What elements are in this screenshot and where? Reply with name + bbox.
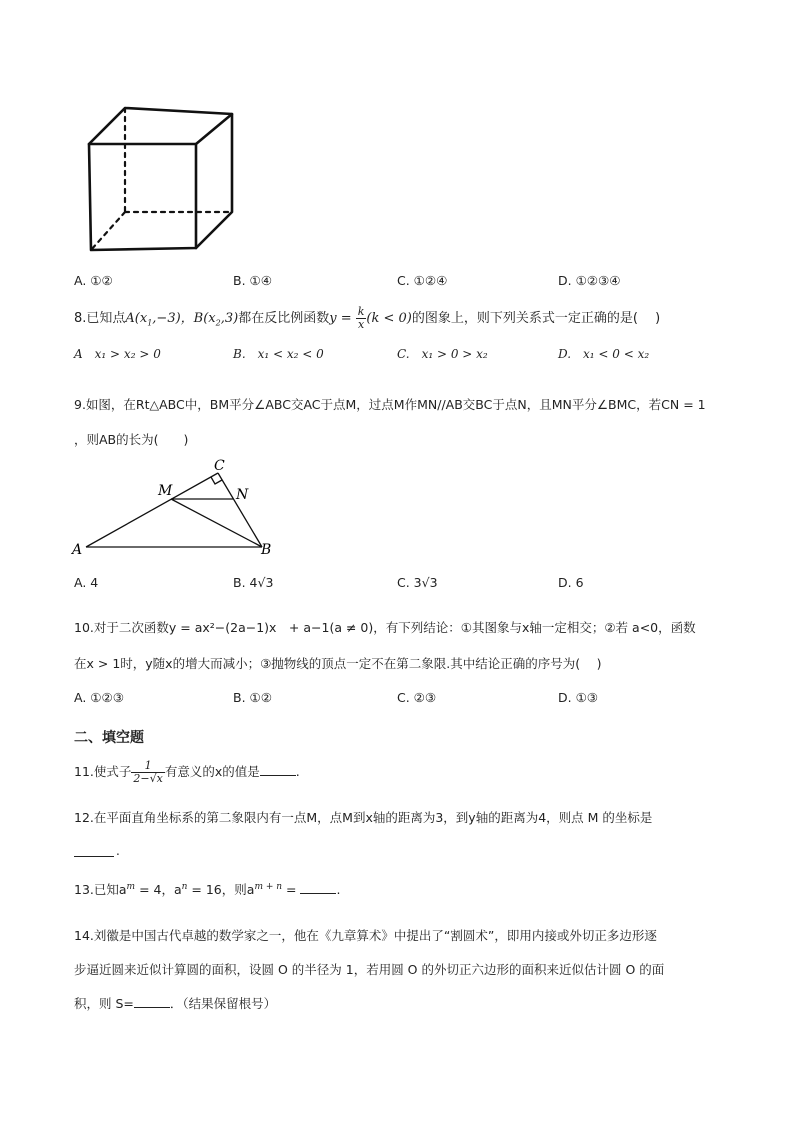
q13-mid2: = 16，则a (187, 882, 255, 897)
q8-func-cond: (k < 0) (366, 311, 412, 326)
q14-answer-blank[interactable] (134, 995, 170, 1008)
q9-line-1: 9.如图，在Rt△ABC中，BM平分∠ABC交AC于点M，过点M作MN//AB交BC于点N，且MN平分∠BMC，若CN = 1 (74, 397, 706, 412)
q13-sup-m: m (126, 881, 136, 892)
q7-option-a[interactable]: A. ①② (74, 273, 113, 288)
q13-question: 13.已知$a^m = 4$，$a^n = 16$，则$a^{m + n}$ = . (74, 881, 341, 897)
segment-ac (86, 473, 218, 547)
q8-point-a: A(x (125, 311, 148, 326)
q12-period: . (116, 844, 120, 858)
label-n: N (236, 487, 249, 503)
q14-line-1: 14.刘徽是中国古代卓越的数学家之一，他在《九章算术》中提出了“割圆术”，即用内接或外切正多边形逐 (74, 928, 657, 943)
q13-answer-blank[interactable] (300, 881, 336, 894)
q7-option-c[interactable]: C. ①②④ (397, 273, 448, 288)
label-b: B (261, 542, 272, 558)
q8-option-d[interactable]: D. x₁ < 0 < x₂ (558, 347, 650, 361)
q14-line-2: 步逼近圆来近似计算圆的面积，设圆 O 的半径为 1，若用圆 O 的外切正六边形的面积来近似估计圆 O 的面 (74, 962, 665, 977)
q14-line-3-suffix: ．（结果保留根号） (169, 996, 277, 1011)
q13-mid1: = 4，a (135, 882, 182, 897)
q9-option-a[interactable]: A. 4 (74, 575, 99, 590)
label-m: M (158, 483, 173, 499)
q11-question: 11.使式子 $\frac{1}{2-√x}$ 有意义的x的值是 . (74, 759, 300, 785)
q8-point-b: B(x (193, 311, 216, 326)
triangle-figure (70, 455, 285, 560)
q9-line-2: ，则AB的长为( ) (74, 432, 189, 447)
q9-option-c[interactable]: C. 3√3 (397, 575, 438, 590)
q8-point-b-rest: ,3) (220, 311, 239, 326)
q8-func-num: k (357, 305, 365, 319)
q10-option-c[interactable]: C. ②③ (397, 690, 437, 705)
q8-func-left: y = (329, 311, 356, 326)
q7-option-b[interactable]: B. ①④ (233, 273, 272, 288)
q8-question (74, 306, 660, 332)
q9-option-d[interactable]: D. 6 (558, 575, 584, 590)
q8-prefix: 8.已知点 (74, 311, 126, 326)
q10-option-b[interactable]: B. ①② (233, 690, 272, 705)
label-c: C (214, 458, 225, 474)
q11-answer-blank[interactable] (260, 763, 296, 776)
q14-line-3-prefix: 积，则 S= (74, 996, 134, 1011)
q10-option-d[interactable]: D. ①③ (558, 690, 598, 705)
q8-option-b[interactable]: B. x₁ < x₂ < 0 (233, 347, 324, 361)
q8-fraction (356, 306, 367, 330)
q8-point-a-sub: 1 (147, 318, 153, 328)
q14-line-3 (74, 994, 276, 1012)
q11-num: 1 (131, 760, 164, 773)
q11-fraction (131, 760, 164, 784)
section-title-fill-in: 二、填空题 (74, 730, 144, 746)
q13-mid3: = (282, 882, 301, 897)
q9-option-b[interactable]: B. 4√3 (233, 575, 274, 590)
q8-point-b-sub: 2 (215, 318, 221, 328)
q12-answer-blank[interactable] (74, 842, 114, 857)
q10-option-a[interactable]: A. ①②③ (74, 690, 124, 705)
q10-line-1: 10.对于二次函数y = ax²−(2a−1)x + a−1(a ≠ 0)，有下列结论：①其图象与x轴一定相交；②若 a<0，函数 (74, 620, 696, 635)
q11-suffix: 有意义的x的值是 (164, 764, 260, 779)
q8-option-a[interactable]: A x₁ > x₂ > 0 (74, 347, 161, 361)
q11-den: 2−√x (133, 772, 163, 785)
q11-prefix: 11.使式子 (74, 764, 132, 779)
q8-option-c[interactable]: C. x₁ > 0 > x₂ (397, 347, 488, 361)
cube-figure (80, 100, 245, 255)
q8-func-den: x (357, 318, 365, 331)
q12-line-1: 12.在平面直角坐标系的第二象限内有一点M，点M到x轴的距离为3，到y轴的距离为4，则点 M 的坐标是 (74, 810, 653, 825)
q7-option-d[interactable]: D. ①②③④ (558, 273, 621, 288)
q8-middle: 都在反比例函数 (238, 311, 330, 326)
q8-suffix: 的图象上，则下列关系式一定正确的是( ) (411, 311, 661, 326)
q8-point-a-rest: ,−3)， (152, 311, 194, 326)
q13-sup-mn: m + n (254, 881, 283, 892)
q13-sup-n: n (181, 881, 188, 892)
label-a: A (72, 542, 83, 558)
q10-line-2: 在x > 1时，y随x的增大而减小；③抛物线的顶点一定不在第二象限.其中结论正确的序号为( ) (74, 656, 602, 671)
q13-prefix: 13.已知a (74, 882, 127, 897)
